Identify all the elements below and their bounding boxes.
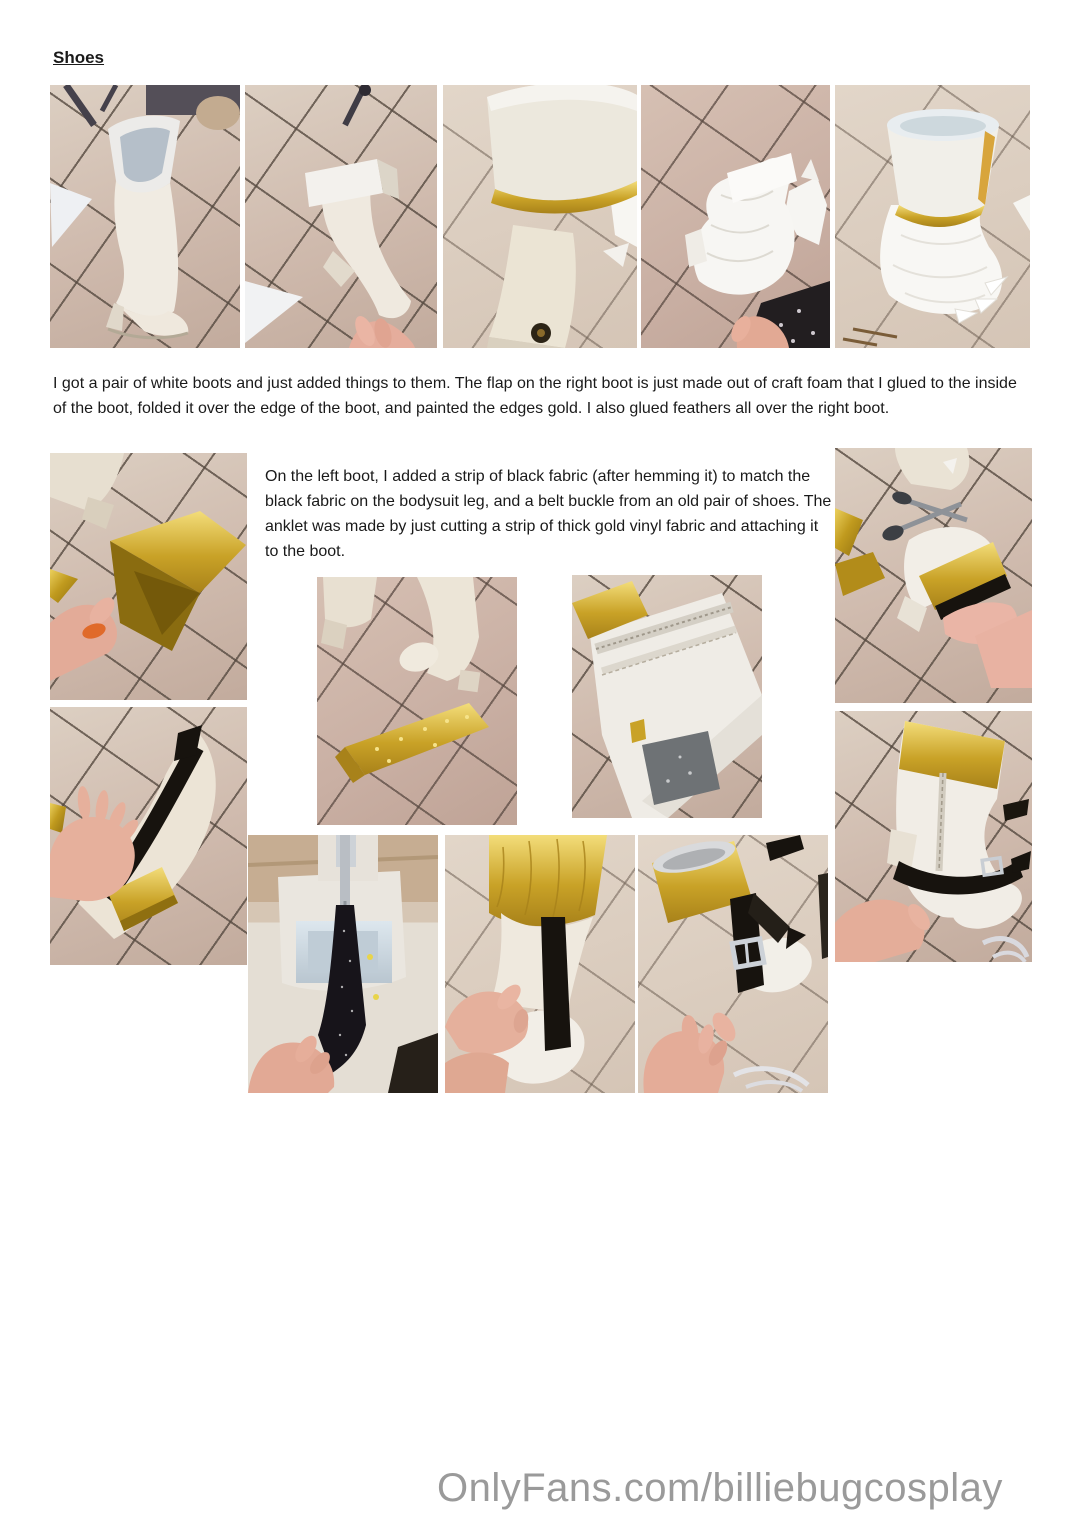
photo-threading-buckle bbox=[638, 835, 828, 1093]
photo-hemmed-fabric-zipper bbox=[572, 575, 762, 818]
photo-boot-flap-held bbox=[245, 85, 437, 348]
page-title: Shoes bbox=[53, 48, 105, 67]
photo-sewing-machine bbox=[248, 835, 438, 1093]
photo-strap-over-boot-toe bbox=[445, 835, 635, 1093]
photo-strap-buckle-on-boot bbox=[835, 711, 1032, 962]
photo-pressing-black-strip bbox=[50, 707, 247, 965]
photo-foam-cuff-gold-edge bbox=[443, 85, 637, 348]
photo-gold-strip-on-floor bbox=[317, 577, 517, 825]
paragraph-left-boot: On the left boot, I added a strip of black fabric (after hemming it) to match the black fabric on the bodysuit leg, and a belt buckle from an old pair of shoes. The anklet was made by just cutting a strip of thick gold vinyl fabric and attaching it to the boot. bbox=[265, 468, 832, 560]
photo-cutting-gold-vinyl bbox=[50, 453, 247, 700]
photo-feathered-boot-held bbox=[641, 85, 830, 348]
photo-boot-foam-cuff-standing bbox=[50, 85, 240, 348]
watermark: OnlyFans.com/billiebugcosplay bbox=[437, 1466, 1003, 1510]
photo-finished-feather-boot bbox=[835, 85, 1030, 348]
paragraph-intro: I got a pair of white boots and just added things to them. The flap on the right boot is just made out of craft foam that I glued to the inside of the boot, folded it over the edge of the boot, and painted the edges gold. I also glued feathers all over the right boot. bbox=[53, 375, 1017, 417]
photo-wearing-gold-anklet bbox=[835, 448, 1032, 703]
